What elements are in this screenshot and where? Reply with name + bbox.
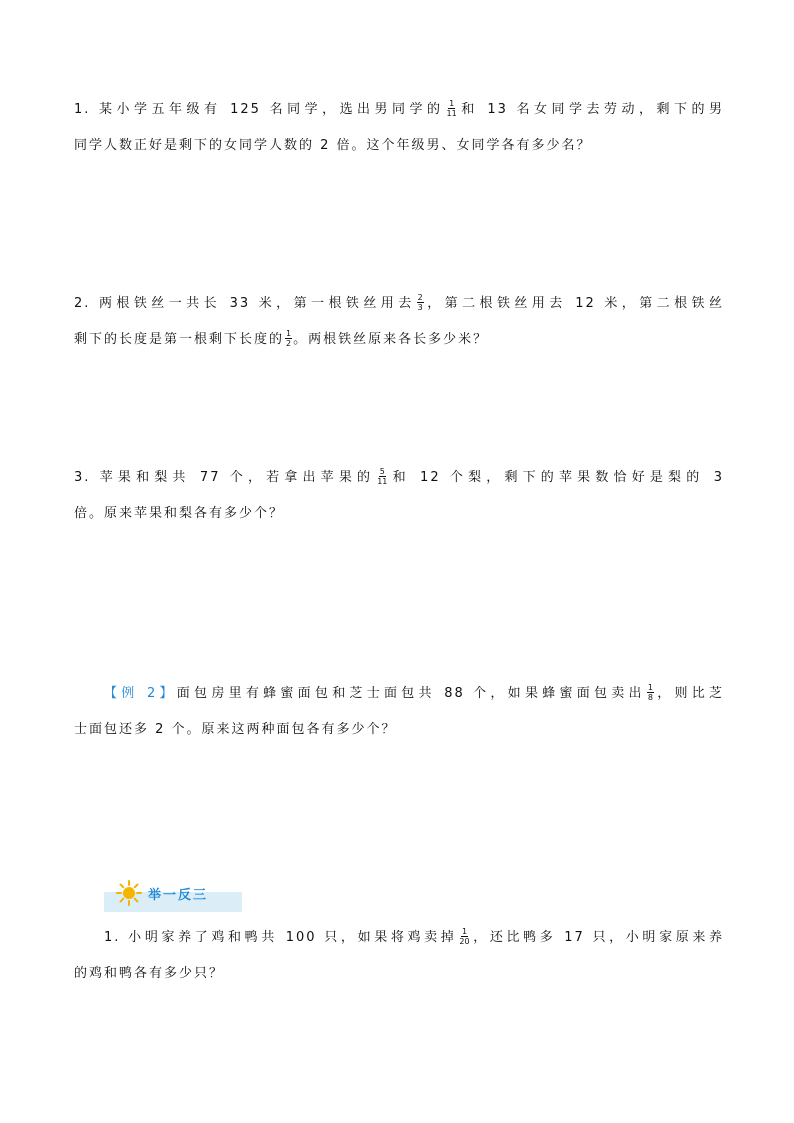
fraction: [285, 329, 292, 348]
problem-2-text-b: ，第二根铁丝用去 12 米，第二根铁丝: [424, 296, 724, 311]
fraction-denominator: 2: [286, 339, 292, 348]
problem-1-text-b: 和 13 名女同学去劳动，剩下的男: [458, 102, 724, 117]
fraction-numerator: 1: [647, 683, 653, 692]
problem-1-line-1: [74, 92, 724, 128]
example-text-a: 面包房里有蜂蜜面包和芝士面包共 88 个，如果蜂蜜面包卖出: [176, 686, 646, 701]
fraction-numerator: 5: [379, 467, 385, 476]
sun-icon: [116, 880, 142, 906]
problem-3: [74, 460, 724, 532]
problem-2-text-a: 2. 两根铁丝一共长 33 米，第一根铁丝用去: [74, 296, 416, 311]
problem-3-line-1: [74, 460, 724, 496]
problem-1-line-2: 同学人数正好是剩下的女同学人数的 2 倍。这个年级男、女同学各有多少名？: [74, 138, 592, 153]
section-banner: [104, 864, 242, 912]
fraction: [446, 99, 458, 118]
fraction-denominator: 3: [417, 303, 423, 312]
fraction-numerator: 1: [461, 927, 468, 936]
fraction-denominator: 8: [647, 693, 653, 702]
problem-2-line-1: [74, 286, 724, 322]
fraction-denominator: 11: [446, 109, 457, 118]
fraction-denominator: 11: [377, 477, 388, 486]
fraction: [417, 293, 424, 312]
example-tag-close: 】: [157, 686, 177, 701]
fraction: [376, 467, 388, 486]
problem-1: [74, 92, 724, 164]
practice-1-line-1: [74, 920, 724, 956]
example-tag-open: 【: [104, 686, 122, 701]
problem-1-text-a: 1. 某小学五年级有 125 名同学，选出男同学的: [74, 102, 445, 117]
example-2-line-1: [74, 676, 724, 712]
problem-2-line-2-text-b: 。两根铁丝原来各长多少米？: [293, 332, 489, 347]
fraction-numerator: 1: [449, 99, 455, 108]
example-text-b: ，则比芝: [654, 686, 724, 701]
practice-text-b: ，还比鸭多 17 只，小明家原来养: [471, 930, 724, 945]
fraction-numerator: 2: [417, 293, 423, 302]
problem-3-text-a: 3. 苹果和梨共 77 个，若拿出苹果的: [74, 470, 376, 485]
fraction-denominator: 20: [459, 937, 470, 946]
problem-2: [74, 286, 724, 358]
practice-1-line-2: 的鸡和鸭各有多少只？: [74, 966, 225, 981]
problem-2-line-2: [74, 322, 724, 358]
problem-3-line-2: 倍。原来苹果和梨各有多少个？: [74, 506, 285, 521]
practice-text-a: 1. 小明家养了鸡和鸭共 100 只，如果将鸡卖掉: [104, 930, 458, 945]
problem-2-line-2-text-a: 剩下的长度是第一根剩下长度的: [74, 332, 285, 347]
example-2-line-2: 士面包还多 2 个。原来这两种面包各有多少个？: [74, 722, 397, 737]
section-title: 举一反三: [148, 888, 209, 903]
fraction-numerator: 1: [286, 329, 292, 338]
fraction: [458, 927, 470, 946]
problem-3-text-b: 和 12 个梨，剩下的苹果数恰好是梨的 3: [389, 470, 724, 485]
fraction: [647, 683, 654, 702]
practice-1: [74, 920, 724, 992]
example-tag-label: 例 2: [121, 686, 158, 701]
example-2: [74, 676, 724, 748]
